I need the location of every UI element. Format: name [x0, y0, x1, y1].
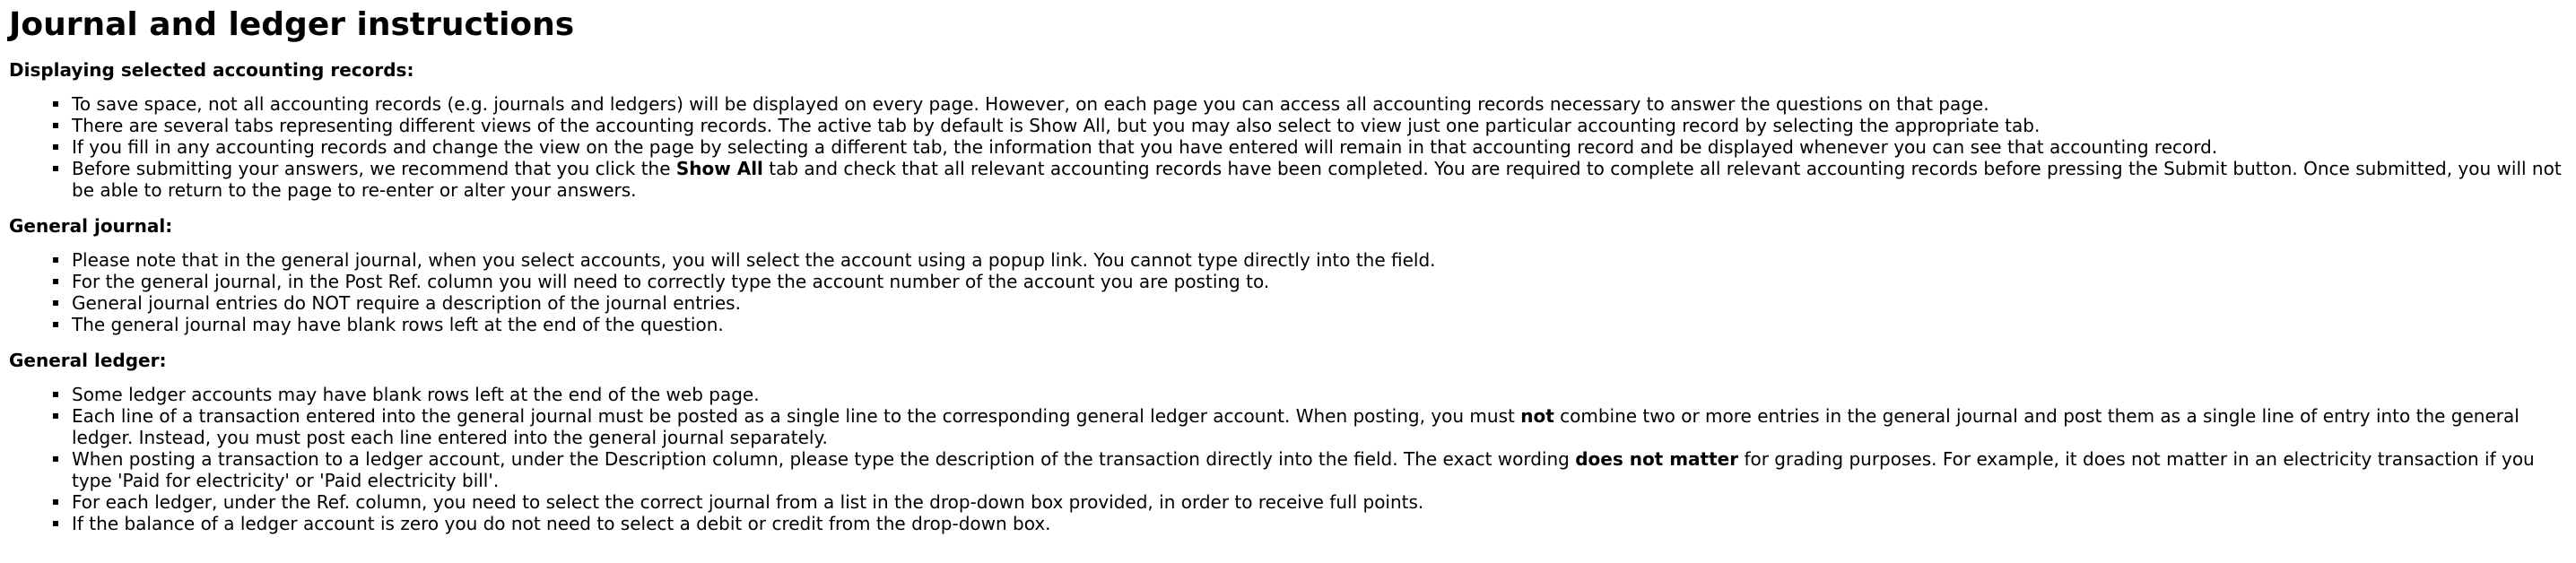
section-heading-general-journal: General journal:: [9, 215, 173, 237]
list-item: [72, 136, 2567, 158]
item-text: When posting a transaction to a ledger account, under the Description column, please type the description of the transaction directly into the field. The exact wording: [72, 448, 1576, 470]
item-text: There are several tabs representing different views of the accounting records. The active tab by default is Show All, but you may also select to view just one particular accounting record by selecting the appropriate tab.: [72, 115, 2041, 136]
item-text: For the general journal, in the Post Ref. column you will need to correctly type the account number of the account you are posting to.: [72, 271, 1270, 292]
emphasis-text: Show All: [675, 158, 763, 179]
item-text: Each line of a transaction entered into the general journal must be posted as a single line to the corresponding general ledger account. When posting, you must: [72, 405, 1521, 427]
list-item: [72, 249, 2567, 271]
list-item: [72, 93, 2567, 115]
item-text: Before submitting your answers, we recommend that you click the: [72, 158, 676, 179]
item-text: To save space, not all accounting records (e.g. journals and ledgers) will be displayed on every page. However, on each page you can access all accounting records necessary to answer the questions on that page.: [72, 93, 1989, 115]
list-general-ledger: [9, 384, 2567, 534]
list-item: [72, 292, 2567, 314]
item-text: The general journal may have blank rows left at the end of the question.: [72, 314, 724, 335]
section-heading-general-ledger: General ledger:: [9, 350, 167, 371]
list-item: [72, 158, 2567, 201]
item-text: Please note that in the general journal, when you select accounts, you will select the account using a popup link. You cannot type directly into the field.: [72, 249, 1436, 271]
list-item: [72, 405, 2567, 448]
emphasis-text: does not matter: [1575, 448, 1739, 470]
item-text: Some ledger accounts may have blank rows left at the end of the web page.: [72, 384, 760, 405]
item-text: General journal entries do NOT require a description of the journal entries.: [72, 292, 741, 314]
section-heading-displaying-records: Displaying selected accounting records:: [9, 59, 414, 81]
item-text: If you fill in any accounting records and change the view on the page by selecting a different tab, the information that you have entered will remain in that accounting record and be displayed whenever you can see that accounting record.: [72, 136, 2218, 158]
list-item: [72, 513, 2567, 534]
item-text: tab and check that all relevant accounting records have been completed. You are required to complete all relevant accounting records before pressing the Submit button. Once submitted, you will not be able to return to the page to re-enter or alter your answers.: [72, 158, 2562, 201]
item-text: If the balance of a ledger account is zero you do not need to select a debit or credit from the drop-down box.: [72, 513, 1051, 534]
list-item: [72, 384, 2567, 405]
item-text: for grading purposes. For example, it does not matter in an electricity transaction if you type 'Paid for electricity' or 'Paid electricity bill'.: [72, 448, 2535, 491]
list-item: [72, 314, 2567, 335]
list-general-journal: [9, 249, 2567, 335]
list-item: [72, 448, 2567, 491]
list-item: [72, 491, 2567, 513]
list-item: [72, 271, 2567, 292]
list-item: [72, 115, 2567, 136]
list-displaying-records: [9, 93, 2567, 201]
page-title: Journal and ledger instructions: [9, 6, 575, 43]
emphasis-text: not: [1520, 405, 1554, 427]
item-text: For each ledger, under the Ref. column, you need to select the correct journal from a list in the drop-down box provided, in order to receive full points.: [72, 491, 1424, 513]
item-text: combine two or more entries in the general journal and post them as a single line of entry into the general ledger. Instead, you must post each line entered into the general journal separately.: [72, 405, 2519, 448]
